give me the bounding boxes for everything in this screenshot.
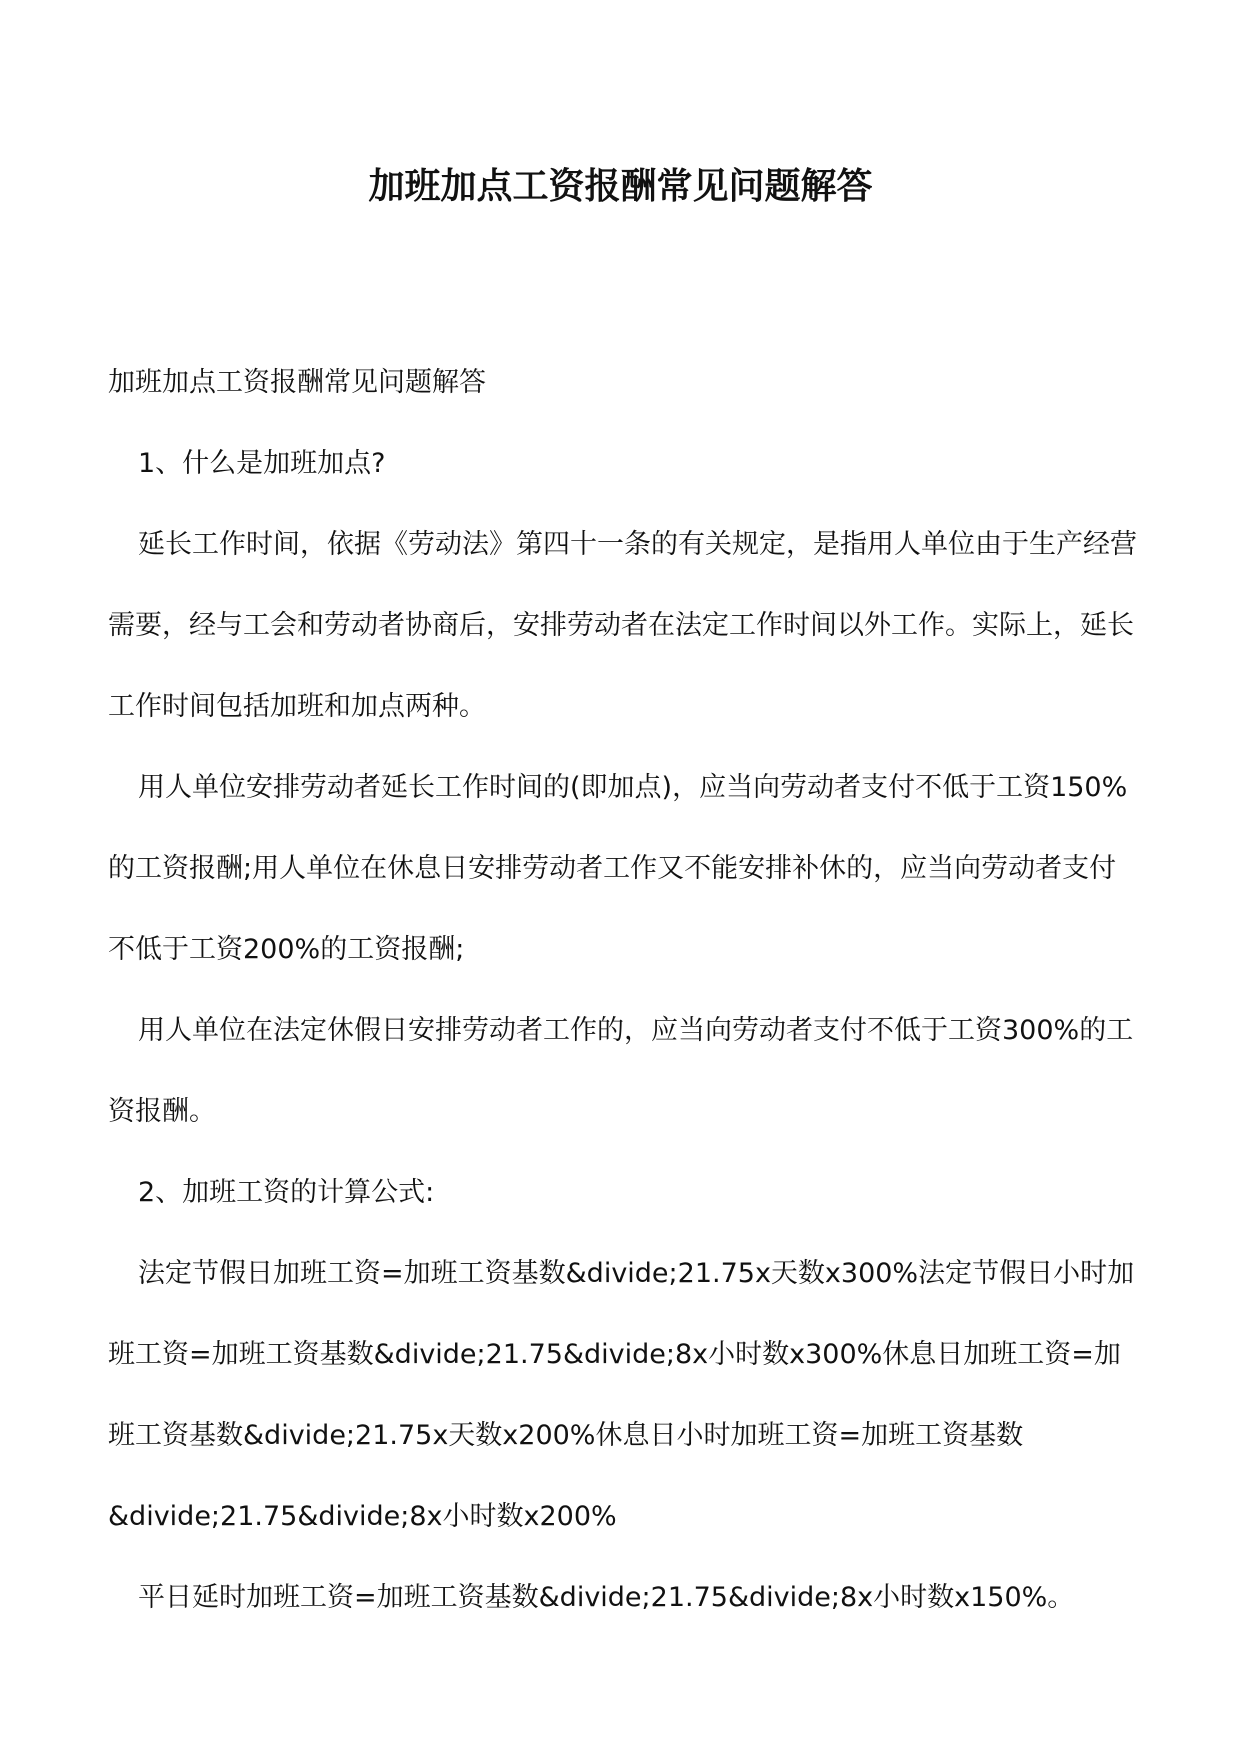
paragraph-formula-list: 法定节假日加班工资=加班工资基数&divide;21.75x天数x300%法定节假日小时加班工资=加班工资基数&divide;21.75&divide;8x小时数x300%休息日加班工资=加班工资基数&divide;21.75x天数x200%休息日小时加班工资=加班工资基数&divide;21.75&divide;8x小时数x200% (108, 1258, 1135, 1532)
paragraph-heading: 加班加点工资报酬常见问题解答 (108, 367, 486, 398)
paragraph-overtime-definition: 延长工作时间，依据《劳动法》第四十一条的有关规定，是指用人单位由于生产经营需要，经与工会和劳动者协商后，安排劳动者在法定工作时间以外工作。实际上，延长工作时间包括加班和加点两种。 (108, 529, 1137, 722)
paragraph-question-2: 2、加班工资的计算公式: (138, 1177, 435, 1208)
document-title: 加班加点工资报酬常见问题解答 (368, 165, 873, 207)
paragraph-overtime-pay: 用人单位安排劳动者延长工作时间的(即加点)，应当向劳动者支付不低于工资150%的工资报酬;用人单位在休息日安排劳动者工作又不能安排补休的，应当向劳动者支付不低于工资200%的工资报酬; (108, 772, 1128, 965)
document-body (108, 342, 1138, 1638)
paragraph-weekday-formula: 平日延时加班工资=加班工资基数&divide;21.75&divide;8x小时数x150%。 (138, 1582, 1075, 1613)
paragraph-question-1: 1、什么是加班加点? (138, 448, 386, 479)
paragraph-holiday-pay: 用人单位在法定休假日安排劳动者工作的，应当向劳动者支付不低于工资300%的工资报酬。 (108, 1015, 1134, 1127)
